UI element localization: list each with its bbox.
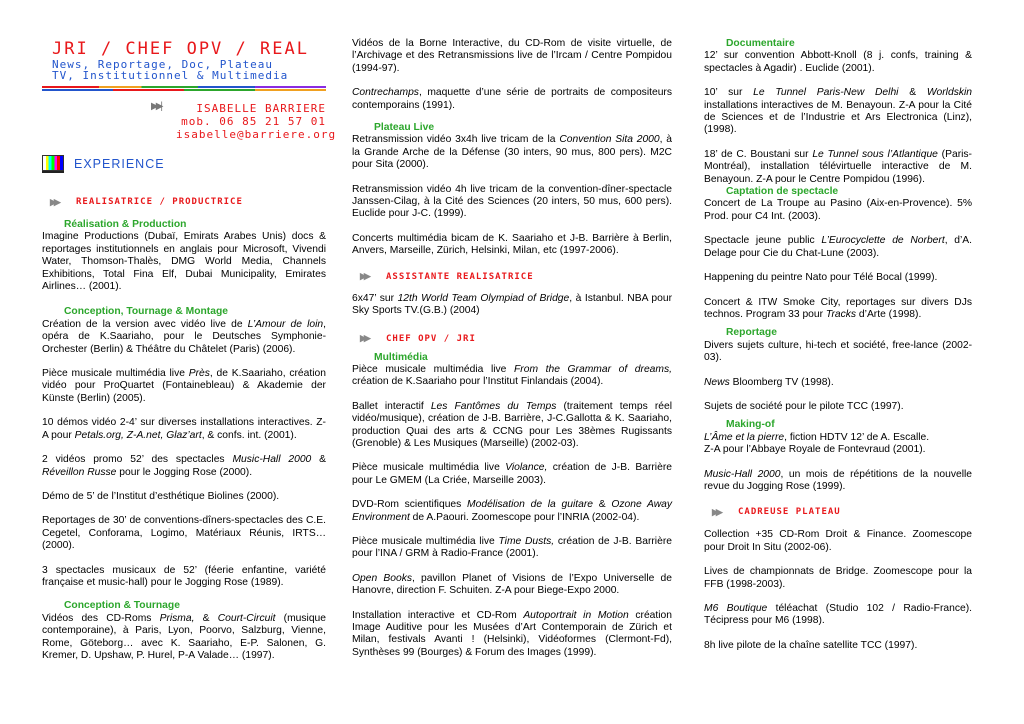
paragraph: M6 Boutique téléachat (Studio 102 / Radio-France). Técipress pour M6 (1998). (704, 603, 972, 627)
contact-chevron-icon: ▶▶| (151, 101, 160, 112)
paragraph: Concert de La Troupe au Pasino (Aix-en-Provence). 5% Prod. pour C4 Int. (2003). (704, 198, 972, 222)
paragraph: 2 vidéos promo 52’ des spectacles Music-Hall 2000 & Réveillon Russe pour le Jogging Rose (2000). (42, 454, 327, 478)
paragraph: Retransmission vidéo 4h live tricam de la convention-dîner-spectacle Janssen-Cilag, à la Cité des Sciences (20 inters, 50 mus, 600 pers). Euclide pour J-C. (1999). (352, 183, 672, 220)
paragraph: Installation interactive et CD-Rom Autoportrait in Motion création Image Auditive pour les Musées d’Art Contemporain de Zürich et Milan, festivals Avanti ! (Helsinki), Vidéoformes (Clermont-Fd), Synthèses 99 (Bourges) & Forum des Images (1999). (352, 609, 672, 658)
paragraph: Reportages de 30’ de conventions-dîners-spectacles des C.E. Cegetel, Conforama, Logimo, Matériaux Réunis, IRTS…(2000). (42, 515, 326, 552)
resume-title: JRI / CHEF OPV / REAL (52, 39, 309, 59)
paragraph: 6x47’ sur 12th World Team Olympiad of Bridge, à Istanbul. NBA pour Sky Sports TV.(G.B.) (2004) (352, 292, 673, 317)
paragraph: Vidéos des CD-Roms Prisma, & Court-Circuit (musique contemporaine), à Paris, Lyon, Poorvo, Salzburg, Vienne, Rome, Göteborg… avec K. Saariaho, E-P. Salonen, G. Kremer, D. Upshaw, P. Hurel, P-A Valade… (1997). (42, 612, 326, 661)
section-heading-realisatrice: ▶▶ REALISATRICE / PRODUCTRICE (42, 195, 326, 209)
paragraph: Contrechamps, maquette d’une série de portraits de compositeurs contemporains (1991). (352, 87, 672, 111)
paragraph: Pièce musicale multimédia live Time Dusts, création de J-B. Barrière pour l’INA / GRM à Radio-France (2001). (352, 535, 672, 560)
subheading-reportage: Reportage (726, 327, 777, 339)
chevron-icon: ▶▶ (360, 271, 368, 282)
subheading-plateau-live: Plateau Live (374, 122, 435, 134)
column-2 (352, 38, 672, 659)
subheading-conception-tournage: Conception & Tournage (64, 600, 180, 612)
paragraph: 12’ sur convention Abbott-Knoll (8 j. confs, training & spectacles à Agadir) . Euclide (2001). (704, 50, 972, 74)
subheading-realisation: Réalisation & Production (64, 219, 187, 230)
paragraph: 10’ sur Le Tunnel Paris-New Delhi & Worldskin installations interactives de M. Benayoun. Z-A pour la Cité de Sciences et de l’Industrie et Ars Electronica (Linz), (1998). (704, 87, 973, 136)
paragraph: 3 spectacles musicaux de 52’ (féerie enfantine, variété française et music-hall) pour le Jogging Rose (1989). (42, 564, 326, 588)
section-heading-cadreuse: ▶▶ CADREUSE PLATEAU (704, 505, 972, 519)
column-1 (42, 195, 326, 662)
contact-phone: mob. 06 85 21 57 01 (181, 115, 326, 128)
paragraph: 18’ de C. Boustani sur Le Tunnel sous l’Atlantique (Paris-Montréal), installation télévirtuelle interactive de M. Benayoun. Z-A pour le Centre Pompidou (1996). (704, 148, 972, 185)
paragraph: Création de la version avec vidéo live de L’Amour de loin, opéra de K.Saariaho, pour le Deutsches Symphonie-Orchester (Berlin) & Théâtre du Châtelet (Paris) (2006). (42, 318, 326, 355)
contact-name: ISABELLE BARRIERE (196, 102, 326, 115)
section-heading-chef-opv: ▶▶ CHEF OPV / JRI (352, 332, 672, 346)
paragraph: Divers sujets culture, hi-tech et société, free-lance (2002-03). (704, 339, 972, 364)
color-rule-bottom (42, 89, 326, 91)
tv-icon (42, 155, 64, 173)
paragraph: Ballet interactif Les Fantômes du Temps (traitement temps réel vidéo/musique), création de J-B. Barrière, J-C.Gallotta & K. Saariaho, production Quai des arts & CCNG pour Les 38èmes Rugissants (Grenoble) & Les Musiques (Marseille) (2002-03). (352, 400, 672, 449)
contact-email[interactable]: isabelle@barriere.org (176, 128, 337, 141)
column-3 (704, 38, 972, 652)
paragraph: 10 démos vidéo 2-4’ sur diverses installations interactives. Z-A pour Petals.org, Z-A.net, Glaz’art, & confs. int. (2001). (42, 417, 326, 441)
resume-subtitle-2: TV, Institutionnel & Multimedia (52, 69, 289, 82)
chevron-icon: ▶▶ (50, 196, 58, 207)
paragraph: Open Books, pavillon Planet of Visions de l’Expo Universelle de Hanovre, direction F. Schuiten. Z-A pour Biege-Expo 2000. (352, 572, 672, 597)
paragraph: Lives de championnats de Bridge. Zoomescope pour la FFB (1998-2003). (704, 566, 972, 590)
chevron-icon: ▶▶ (360, 333, 368, 343)
paragraph: 8h live pilote de la chaîne satellite TCC (1997). (704, 639, 918, 651)
paragraph: Vidéos de la Borne Interactive, du CD-Rom de visite virtuelle, de l’Archivage et des Retransmissions live de l’Ircam / Centre Pompidou (1994-97). (352, 38, 672, 74)
paragraph: Concert & ITW Smoke City, reportages sur divers DJs technos. Program 33 pour Tracks d’Arte (1998). (704, 296, 972, 320)
paragraph: Imagine Productions (Dubaï, Emirats Arabes Unis) docs & reportages institutionnels en anglais pour Microsoft, Vivendi Water, Thomson-Thalès, DMG World Media, Channels Exhibitions, Total Fina Elf, Dubai Municipality, Emirates Airlines… (2001). (42, 231, 326, 293)
resume-subtitle-1: News, Reportage, Doc, Plateau (52, 58, 274, 71)
paragraph: Collection +35 CD-Rom Droit & Finance. Zoomescope pour Droit In Situ (2002-06). (704, 529, 972, 553)
paragraph: Spectacle jeune public L’Eurocyclette de Norbert, d’A. Delage pour Cie du Chat-Lune (2003). (704, 235, 972, 259)
subheading-multimedia: Multimédia (374, 351, 428, 363)
paragraph: Démo de 5’ de l’Institut d’esthétique Biolines (2000). (42, 490, 280, 502)
subheading-captation: Captation de spectacle (726, 186, 839, 198)
paragraph: Music-Hall 2000, un mois de répétitions de la nouvelle revue du Jogging Rose (1999). (704, 468, 972, 492)
paragraph: Retransmission vidéo 3x4h live tricam de la Convention Sita 2000, à la Grande Arche de la Défense (30 inters, 90 mus, 800 pers). M2C pour Sita (2000). (352, 134, 673, 171)
section-heading-assistante: ▶▶ ASSISTANTE REALISATRICE (352, 270, 672, 284)
chevron-icon: ▶▶ (712, 506, 720, 517)
paragraph: Sujets de société pour le pilote TCC (1997). (704, 400, 904, 412)
subheading-conception-tournage-montage: Conception, Tournage & Montage (64, 306, 228, 318)
experience-label: EXPERIENCE (74, 157, 165, 171)
paragraph: Concerts multimédia bicam de K. Saariaho et J-B. Barrière à Berlin, Anvers, Marseille, Zürich, Helsinki, Milan, etc (1997-2006). (352, 232, 672, 257)
paragraph: Pièce musicale multimédia live Violance, création de J-B. Barrière pour Le GMEM (La Criée, Marseille 2003). (352, 462, 672, 486)
experience-heading (42, 155, 165, 173)
paragraph: News Bloomberg TV (1998). (704, 376, 834, 388)
subheading-documentaire: Documentaire (726, 38, 795, 49)
paragraph: Pièce musicale multimédia live Près, de K.Saariaho, création vidéo pour ProQuartet (Fontainebleau) & Akademie der Künste (Berlin) (2005). (42, 368, 326, 404)
paragraph: L’Âme et la pierre, fiction HDTV 12’ de A. Escalle. Z-A pour l’Abbaye Royale de Fontevraud (2001). (704, 431, 930, 456)
paragraph: DVD-Rom scientifiques Modélisation de la guitare & Ozone Away Environment de A.Paouri. Zoomescope pour l’INRIA (2002-04). (352, 499, 673, 523)
paragraph: Pièce musicale multimédia live From the Grammar of dreams, création de K.Saariaho pour l’Institut Finlandais (2004). (352, 363, 672, 388)
paragraph: Happening du peintre Nato pour Télé Bocal (1999). (704, 272, 938, 284)
subheading-making-of: Making-of (726, 419, 775, 431)
color-rule-top (42, 86, 326, 88)
